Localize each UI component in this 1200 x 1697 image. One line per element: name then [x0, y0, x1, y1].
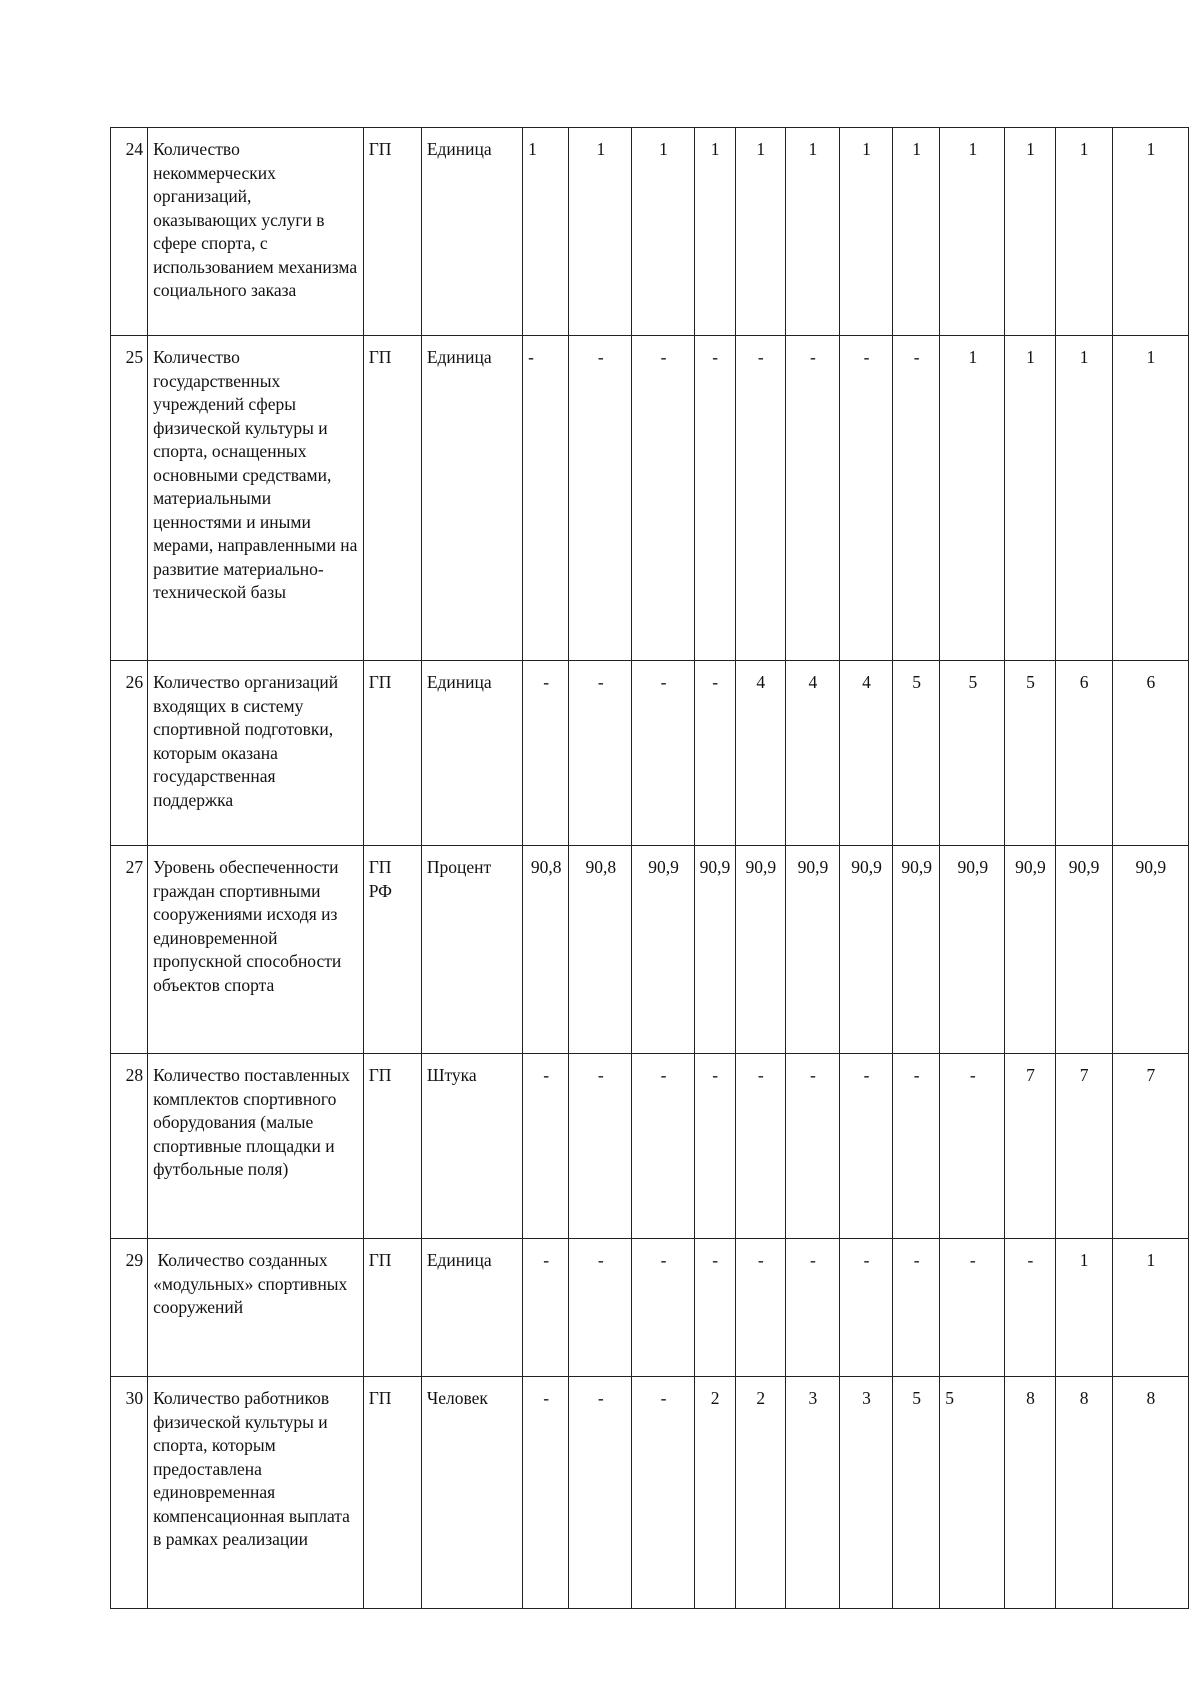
value-cell: - [632, 661, 694, 846]
value-cell: 1 [1005, 336, 1055, 661]
table-row [111, 128, 1189, 336]
value-cell: 4 [785, 661, 839, 846]
value-cell: 1 [1112, 1239, 1188, 1377]
indicator-unit: Человек [421, 1377, 522, 1609]
indicators-table-body [111, 128, 1189, 1609]
value-cell: - [569, 1054, 632, 1239]
indicator-name: Количество организаций входящих в систему спортивной подготовки, которым оказана государственная поддержка [148, 661, 364, 846]
value-cell: 1 [940, 336, 1005, 661]
row-number: 25 [111, 336, 148, 661]
indicator-source: ГП [363, 1054, 421, 1239]
value-cell: - [523, 661, 569, 846]
value-cell: 90,9 [694, 846, 735, 1054]
table-row [111, 1239, 1189, 1377]
value-cell: 1 [1055, 336, 1112, 661]
value-cell: 2 [735, 1377, 785, 1609]
value-cell: 1 [1112, 336, 1188, 661]
table-row [111, 1054, 1189, 1239]
value-cell: 90,9 [839, 846, 892, 1054]
value-cell: 90,9 [1112, 846, 1188, 1054]
value-cell: - [940, 1239, 1005, 1377]
indicator-name: Количество некоммерческих организаций, оказывающих услуги в сфере спорта, с использованием механизма социального заказа [148, 128, 364, 336]
value-cell: 1 [1055, 1239, 1112, 1377]
value-cell: 1 [569, 128, 632, 336]
value-cell: 1 [523, 128, 569, 336]
value-cell: 5 [893, 1377, 940, 1609]
indicator-unit: Единица [421, 661, 522, 846]
value-cell: - [893, 336, 940, 661]
value-cell: 7 [1005, 1054, 1055, 1239]
indicator-source: ГП [363, 128, 421, 336]
indicator-source: ГП [363, 1239, 421, 1377]
value-cell: 1 [1005, 128, 1055, 336]
indicator-name: Количество поставленных комплектов спортивного оборудования (малые спортивные площадки и футбольные поля) [148, 1054, 364, 1239]
table-row [111, 661, 1189, 846]
row-number: 27 [111, 846, 148, 1054]
value-cell: - [694, 1054, 735, 1239]
value-cell: 90,8 [523, 846, 569, 1054]
value-cell: 6 [1112, 661, 1188, 846]
value-cell: - [632, 336, 694, 661]
value-cell: - [785, 336, 839, 661]
indicator-unit: Единица [421, 128, 522, 336]
value-cell: - [632, 1054, 694, 1239]
value-cell: 5 [940, 1377, 1005, 1609]
value-cell: - [839, 1054, 892, 1239]
value-cell: - [523, 1239, 569, 1377]
indicator-unit: Штука [421, 1054, 522, 1239]
value-cell: 90,9 [1055, 846, 1112, 1054]
value-cell: 5 [893, 661, 940, 846]
indicator-source: ГП [363, 336, 421, 661]
value-cell: 3 [839, 1377, 892, 1609]
value-cell: 1 [940, 128, 1005, 336]
value-cell: - [893, 1054, 940, 1239]
value-cell: 8 [1005, 1377, 1055, 1609]
value-cell: - [694, 661, 735, 846]
value-cell: 2 [694, 1377, 735, 1609]
value-cell: - [523, 1377, 569, 1609]
value-cell: 1 [839, 128, 892, 336]
value-cell: 90,9 [940, 846, 1005, 1054]
value-cell: - [694, 1239, 735, 1377]
value-cell: 8 [1112, 1377, 1188, 1609]
value-cell: - [735, 1239, 785, 1377]
table-row [111, 1377, 1189, 1609]
indicator-source: ГП [363, 661, 421, 846]
value-cell: - [523, 336, 569, 661]
value-cell: - [839, 1239, 892, 1377]
value-cell: 1 [735, 128, 785, 336]
value-cell: 5 [940, 661, 1005, 846]
value-cell: 1 [632, 128, 694, 336]
indicator-source: ГП РФ [363, 846, 421, 1054]
indicator-unit: Единица [421, 336, 522, 661]
value-cell: 90,9 [1005, 846, 1055, 1054]
value-cell: 3 [785, 1377, 839, 1609]
row-number: 24 [111, 128, 148, 336]
value-cell: 90,9 [735, 846, 785, 1054]
value-cell: - [694, 336, 735, 661]
value-cell: 4 [839, 661, 892, 846]
value-cell: 4 [735, 661, 785, 846]
indicator-name: Количество работников физической культуры и спорта, которым предоставлена единовременная компенсационная выплата в рамках реализации [148, 1377, 364, 1609]
value-cell: - [569, 336, 632, 661]
value-cell: - [893, 1239, 940, 1377]
value-cell: 7 [1112, 1054, 1188, 1239]
value-cell: 90,9 [632, 846, 694, 1054]
value-cell: 1 [785, 128, 839, 336]
value-cell: 90,9 [893, 846, 940, 1054]
value-cell: - [940, 1054, 1005, 1239]
value-cell: 1 [694, 128, 735, 336]
value-cell: 8 [1055, 1377, 1112, 1609]
value-cell: - [839, 336, 892, 661]
value-cell: - [735, 1054, 785, 1239]
value-cell: - [569, 1239, 632, 1377]
row-number: 30 [111, 1377, 148, 1609]
value-cell: - [569, 1377, 632, 1609]
table-row [111, 846, 1189, 1054]
value-cell: 1 [1055, 128, 1112, 336]
value-cell: 6 [1055, 661, 1112, 846]
table-row [111, 336, 1189, 661]
value-cell: 1 [893, 128, 940, 336]
value-cell: 90,9 [785, 846, 839, 1054]
value-cell: - [632, 1377, 694, 1609]
row-number: 29 [111, 1239, 148, 1377]
value-cell: 5 [1005, 661, 1055, 846]
value-cell: - [1005, 1239, 1055, 1377]
value-cell: 1 [1112, 128, 1188, 336]
value-cell: - [785, 1054, 839, 1239]
row-number: 28 [111, 1054, 148, 1239]
value-cell: - [523, 1054, 569, 1239]
indicator-name: Уровень обеспеченности граждан спортивными сооружениями исходя из единовременной пропускной способности объектов спорта [148, 846, 364, 1054]
indicator-unit: Единица [421, 1239, 522, 1377]
indicator-name: Количество государственных учреждений сферы физической культуры и спорта, оснащенных основными средствами, материальными ценностями и иными мерами, направленными на развитие материально-технической базы [148, 336, 364, 661]
value-cell: 90,8 [569, 846, 632, 1054]
indicators-table [110, 127, 1189, 1609]
value-cell: 7 [1055, 1054, 1112, 1239]
indicator-name: Количество созданных «модульных» спортивных сооружений [148, 1239, 364, 1377]
row-number: 26 [111, 661, 148, 846]
indicator-unit: Процент [421, 846, 522, 1054]
value-cell: - [569, 661, 632, 846]
indicator-source: ГП [363, 1377, 421, 1609]
value-cell: - [735, 336, 785, 661]
value-cell: - [785, 1239, 839, 1377]
value-cell: - [632, 1239, 694, 1377]
